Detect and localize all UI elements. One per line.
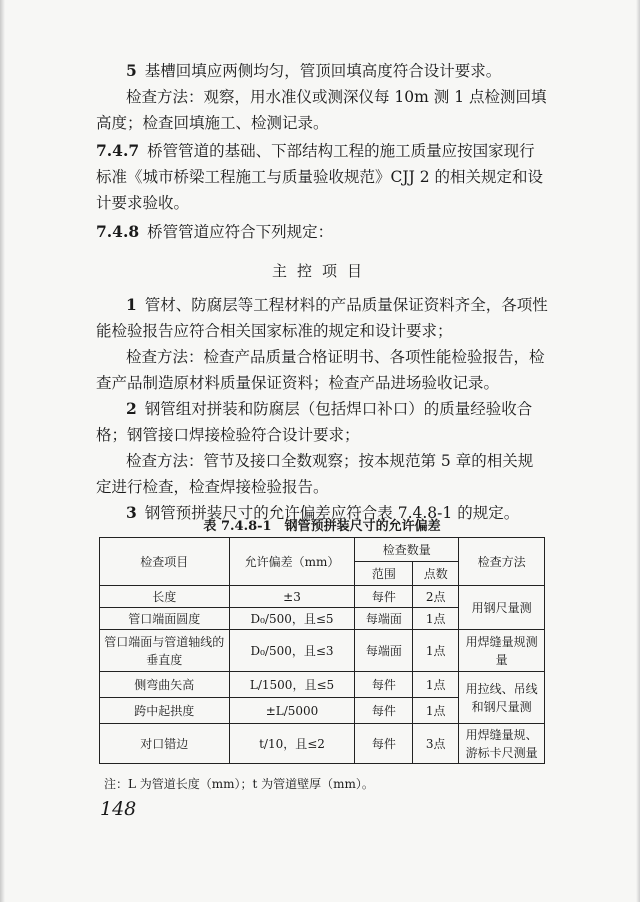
table-row bbox=[100, 672, 545, 698]
cell-item: 跨中起拱度 bbox=[100, 698, 230, 724]
cell-item: 长度 bbox=[100, 586, 230, 608]
header-quantity: 检查数量 bbox=[355, 538, 459, 562]
table-title: 表 7.4.8-1 钢管预拼装尺寸的允许偏差 bbox=[203, 519, 441, 534]
cell-points: 1点 bbox=[413, 698, 459, 724]
header-scope: 范围 bbox=[355, 562, 413, 586]
cell-method: 用焊缝量规、游标卡尺测量 bbox=[459, 724, 545, 764]
cell-method: 用钢尺量测 bbox=[459, 586, 545, 630]
header-deviation: 允许偏差（mm） bbox=[229, 538, 355, 586]
cell-scope: 每端面 bbox=[355, 608, 413, 630]
deviation-table bbox=[99, 537, 545, 764]
cell-points: 1点 bbox=[413, 672, 459, 698]
cell-method: 用焊缝量规测量 bbox=[459, 630, 545, 672]
cell-deviation: ±L/5000 bbox=[229, 698, 355, 724]
cell-scope: 每件 bbox=[355, 672, 413, 698]
table-note: 注：L 为管道长度（mm）；t 为管道壁厚（mm）。 bbox=[104, 777, 374, 791]
header-check-item: 检查项目 bbox=[100, 538, 230, 586]
page-number: 148 bbox=[100, 798, 137, 820]
item-1: 1 管材、防腐层等工程材料的产品质量保证资料齐全，各项性能检验报告应符合相关国家标准的规定和设计要求； bbox=[96, 295, 548, 340]
section-7-4-8: 7.4.8 桥管管道应符合下列规定： bbox=[96, 222, 334, 241]
cell-item: 对口错边 bbox=[100, 724, 230, 764]
page-edge-shadow bbox=[0, 0, 5, 902]
table-row bbox=[100, 630, 545, 672]
item-3: 3 钢管预拼装尺寸的允许偏差应符合表 7.4.8-1 的规定。 bbox=[126, 503, 520, 522]
item-2: 2 钢管组对拼装和防腐层（包括焊口补口）的质量经验收合格；钢管接口焊接检验符合设计要求； bbox=[96, 399, 533, 444]
cell-item: 侧弯曲矢高 bbox=[100, 672, 230, 698]
cell-deviation: L/1500，且≤5 bbox=[229, 672, 355, 698]
item-2-check-method: 检查方法：管节及接口全数观察；按本规范第 5 章的相关规定进行检查，检查焊接检验报告。 bbox=[96, 452, 534, 496]
cell-method: 用拉线、吊线和钢尺量测 bbox=[459, 672, 545, 724]
cell-deviation: D₀/500，且≤3 bbox=[229, 630, 355, 672]
cell-scope: 每件 bbox=[355, 724, 413, 764]
table-row bbox=[100, 586, 545, 608]
cell-item: 管口端面与管道轴线的垂直度 bbox=[100, 630, 230, 672]
cell-scope: 每件 bbox=[355, 586, 413, 608]
section-title: 主控项目 bbox=[271, 262, 372, 280]
cell-deviation: ±3 bbox=[229, 586, 355, 608]
table-row bbox=[100, 724, 545, 764]
header-method: 检查方法 bbox=[459, 538, 545, 586]
section-7-4-7: 7.4.7 桥管管道的基础、下部结构工程的施工质量应按国家现行标准《城市桥梁工程施工与质量验收规范》CJJ 2 的相关规定和设计要求验收。 bbox=[96, 141, 544, 212]
table-header-row bbox=[100, 538, 545, 562]
cell-scope: 每件 bbox=[355, 698, 413, 724]
cell-scope: 每端面 bbox=[355, 630, 413, 672]
cell-deviation: t/10，且≤2 bbox=[229, 724, 355, 764]
cell-points: 3点 bbox=[413, 724, 459, 764]
header-points: 点数 bbox=[413, 562, 459, 586]
cell-points: 1点 bbox=[413, 608, 459, 630]
cell-points: 2点 bbox=[413, 586, 459, 608]
page-edge-shadow bbox=[636, 0, 640, 902]
clause-5: 5 基槽回填应两侧均匀，管顶回填高度符合设计要求。 bbox=[126, 61, 502, 80]
cell-item: 管口端面圆度 bbox=[100, 608, 230, 630]
cell-deviation: D₀/500，且≤5 bbox=[229, 608, 355, 630]
cell-points: 1点 bbox=[413, 630, 459, 672]
item-1-check-method: 检查方法：检查产品质量合格证明书、各项性能检验报告，检查产品制造原材料质量保证资料；检查产品进场验收记录。 bbox=[96, 348, 545, 392]
clause-5-check-method: 检查方法：观察，用水准仪或测深仪每 10m 测 1 点检测回填高度；检查回填施工、检测记录。 bbox=[96, 88, 547, 132]
